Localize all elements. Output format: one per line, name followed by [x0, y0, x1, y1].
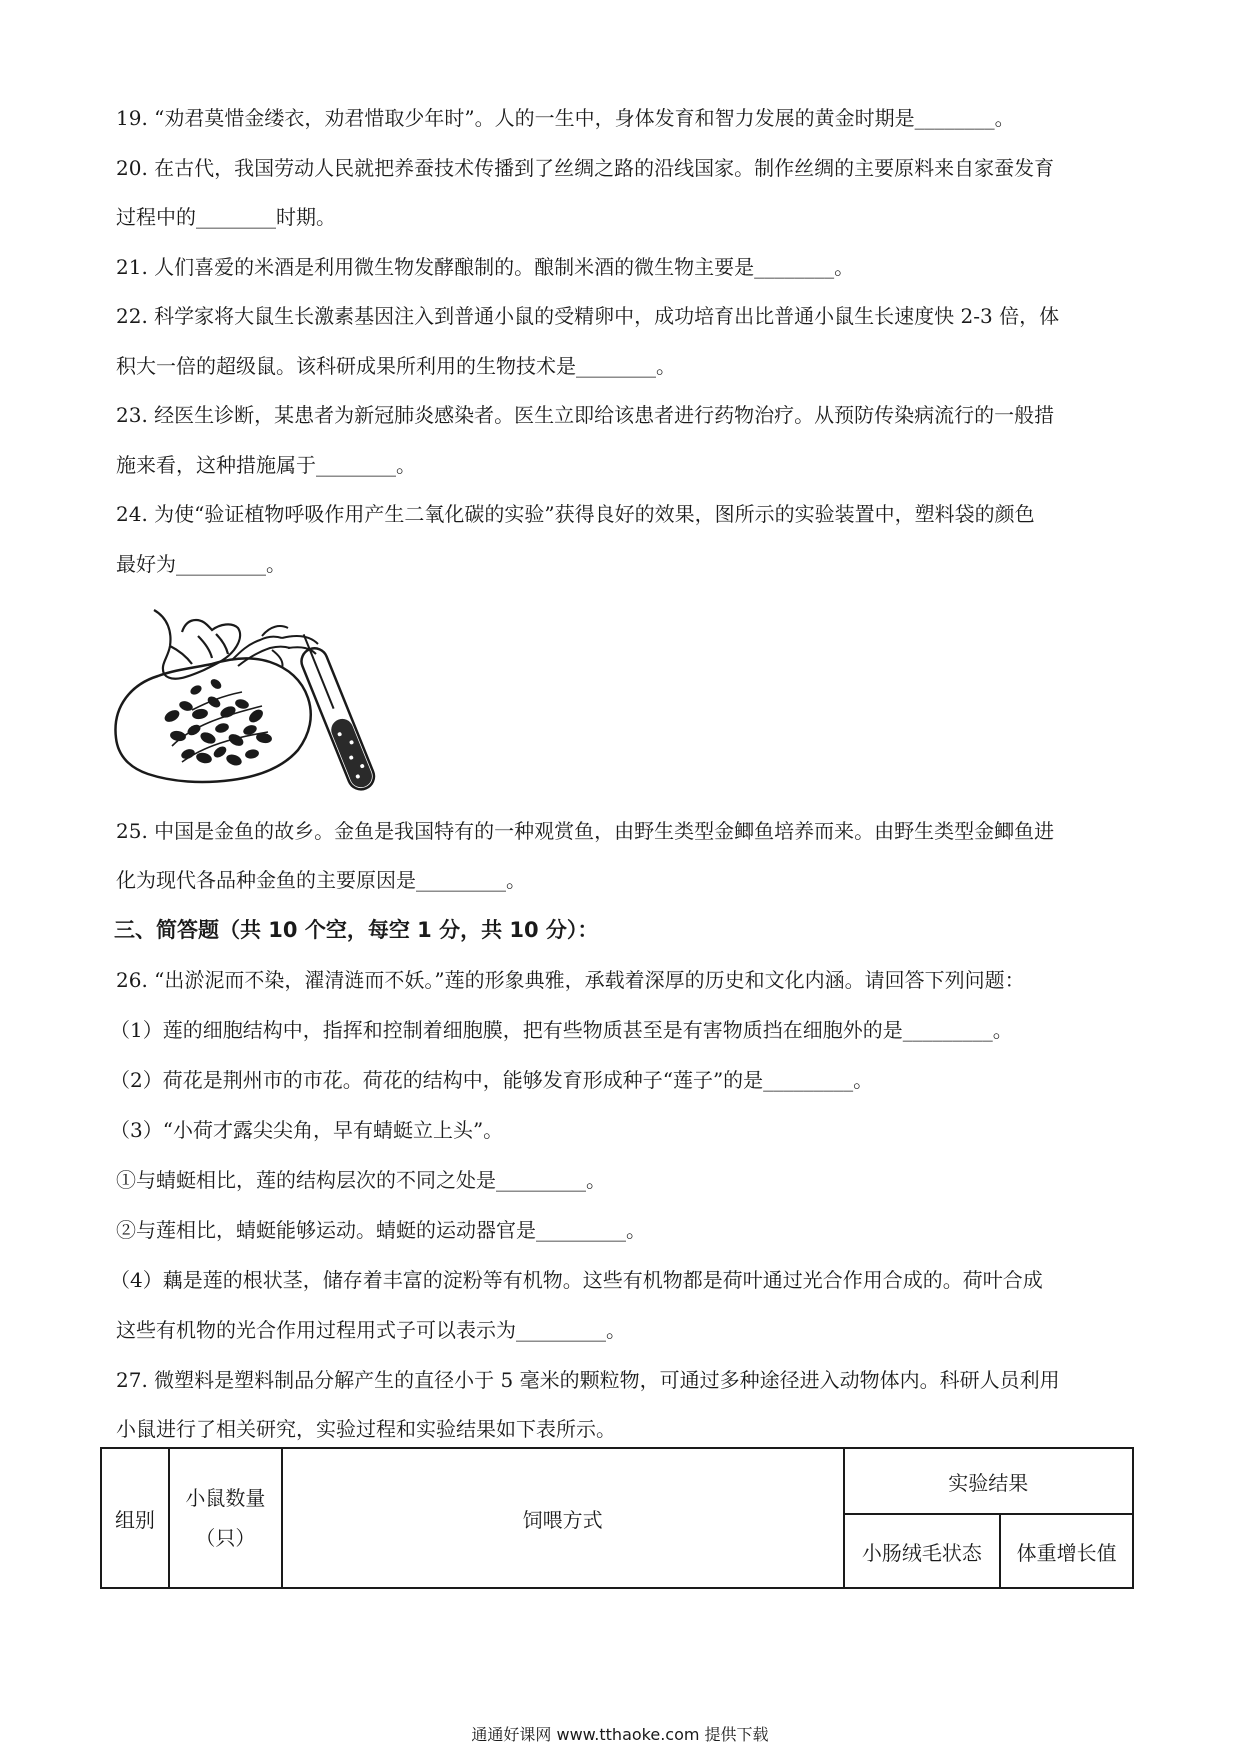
- question-27-line-2: 小鼠进行了相关研究，实验过程和实验结果如下表所示。: [116, 1417, 616, 1441]
- question-26-part-4-line-2: 这些有机物的光合作用过程用式子可以表示为_________。: [116, 1318, 626, 1342]
- question-22-line-1: 22. 科学家将大鼠生长激素基因注入到普通小鼠的受精卵中，成功培育出比普通小鼠生长速度快 2-3 倍，体: [116, 304, 1060, 328]
- question-20-line-2: 过程中的________时期。: [116, 205, 336, 229]
- connecting-tube: [282, 636, 318, 654]
- question-26-part-4-line-1: （4）藕是莲的根状茎，储存着丰富的淀粉等有机物。这些有机物都是荷叶通过光合作用合成的。荷叶合成: [110, 1268, 1043, 1292]
- question-21: 21. 人们喜爱的米酒是利用微生物发酵酿制的。酿制米酒的微生物主要是________。: [116, 255, 855, 279]
- page-footer: 通通好课网 www.tthaoke.com 提供下载: [471, 1725, 769, 1744]
- experiment-table: [100, 1447, 1134, 1589]
- question-27-line-1: 27. 微塑料是塑料制品分解产生的直径小于 5 毫米的颗粒物，可通过多种途径进入动物体内。科研人员利用: [116, 1368, 1060, 1392]
- question-24-line-1: 24. 为使“验证植物呼吸作用产生二氧化碳的实验”获得良好的效果，图所示的实验装置中，塑料袋的颜色: [116, 502, 1035, 526]
- hand: [154, 610, 240, 679]
- section-3-title: 三、简答题（共 10 个空，每空 1 分，共 10 分）：: [114, 918, 599, 942]
- question-26-part-3a: ①与蜻蜓相比，莲的结构层次的不同之处是_________。: [116, 1168, 606, 1192]
- question-23-line-1: 23. 经医生诊断，某患者为新冠肺炎感染者。医生立即给该患者进行药物治疗。从预防传染病流行的一般措: [116, 403, 1055, 427]
- plant-bag-test-tube-figure: [112, 606, 382, 794]
- table-header-results: 实验结果: [844, 1448, 1133, 1514]
- question-25-line-1: 25. 中国是金鱼的故乡。金鱼是我国特有的一种观赏鱼，由野生类型金鲫鱼培养而来。由野生类型金鲫鱼进: [116, 819, 1055, 843]
- plant-leaves: [163, 677, 273, 767]
- question-26-stem: 26. “出淤泥而不染，濯清涟而不妖。”莲的形象典雅，承载着深厚的历史和文化内涵。请回答下列问题：: [116, 968, 1025, 992]
- table-header-weight-gain: 体重增长值: [1000, 1514, 1133, 1588]
- table-header-villi-state: 小肠绒毛状态: [844, 1514, 1001, 1588]
- table-header-mouse-count-label: 小鼠数量: [185, 1486, 266, 1510]
- question-22-line-2: 积大一倍的超级鼠。该科研成果所利用的生物技术是________。: [116, 354, 676, 378]
- table-header-mouse-count-unit: （只）: [195, 1526, 256, 1550]
- table-header-mouse-count: [169, 1448, 282, 1588]
- question-26-part-1: （1）莲的细胞结构中，指挥和控制着细胞膜，把有些物质甚至是有害物质挡在细胞外的是_________。: [110, 1018, 1013, 1042]
- question-26-part-3: （3）“小荷才露尖尖角，早有蜻蜓立上头”。: [110, 1118, 504, 1142]
- table-header-feeding-method: 饲喂方式: [282, 1448, 844, 1588]
- question-26-part-2: （2）荷花是荆州市的市花。荷花的结构中，能够发育形成种子“莲子”的是_________。: [110, 1068, 874, 1092]
- question-20-line-1: 20. 在古代，我国劳动人民就把养蚕技术传播到了丝绸之路的沿线国家。制作丝绸的主要原料来自家蚕发育: [116, 156, 1055, 180]
- question-19: 19. “劝君莫惜金缕衣，劝君惜取少年时”。人的一生中，身体发育和智力发展的黄金时期是________。: [116, 106, 1015, 130]
- test-tube: [292, 630, 378, 794]
- question-26-part-3b: ②与莲相比，蜻蜓能够运动。蜻蜓的运动器官是_________。: [116, 1218, 646, 1242]
- question-24-line-2: 最好为_________。: [116, 552, 286, 576]
- question-25-line-2: 化为现代各品种金鱼的主要原因是_________。: [116, 868, 526, 892]
- table-header-group: 组别: [101, 1448, 169, 1588]
- question-23-line-2: 施来看，这种措施属于________。: [116, 453, 416, 477]
